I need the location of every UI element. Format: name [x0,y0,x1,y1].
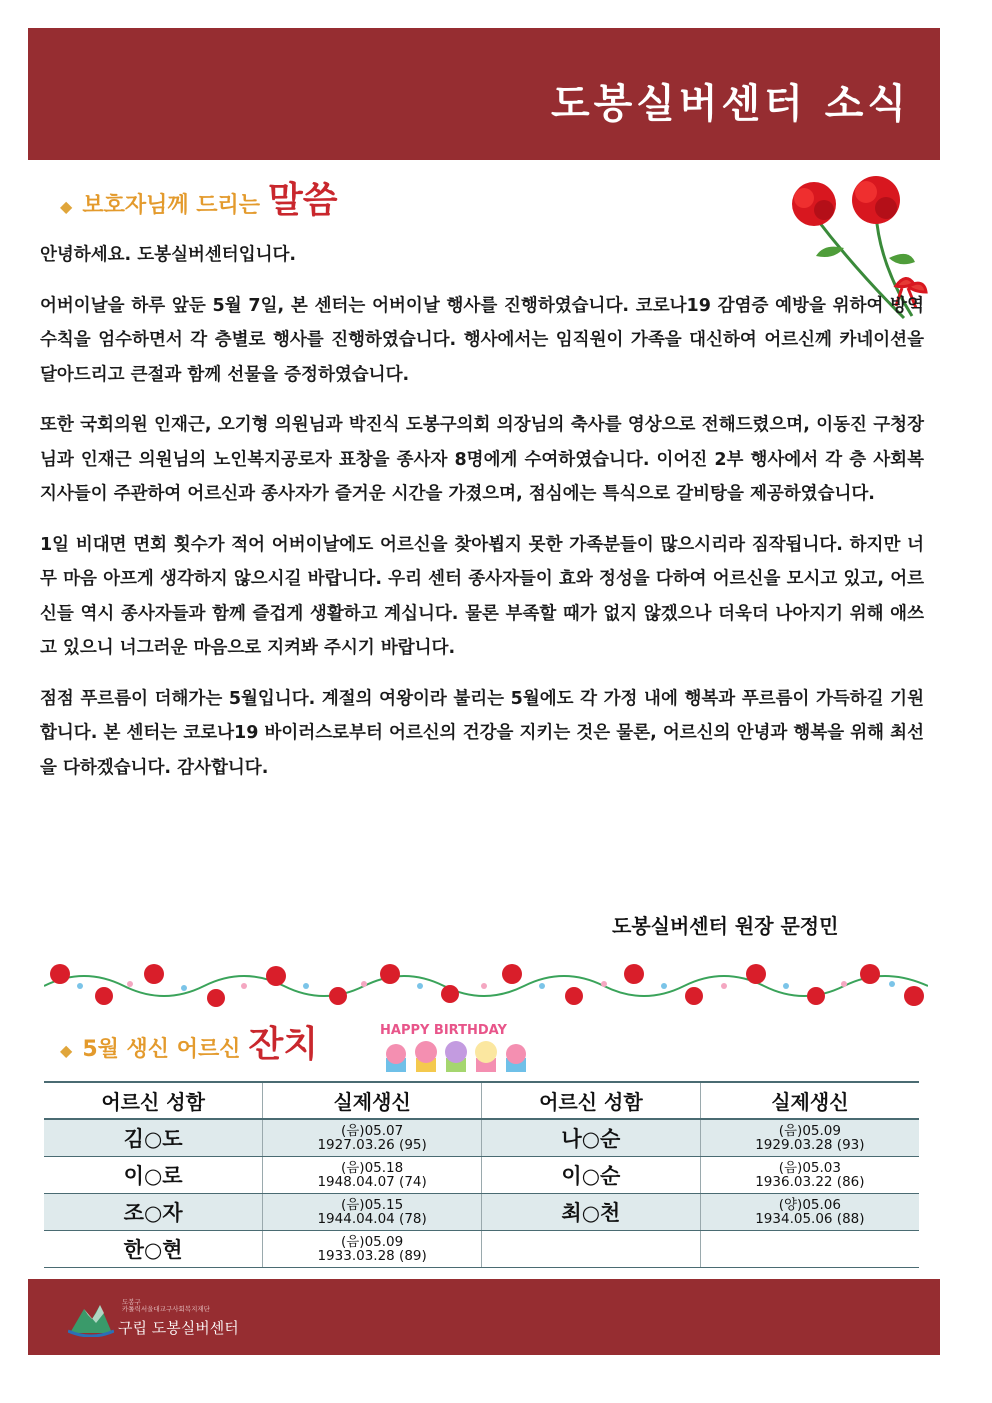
center-name: 구립 도봉실버센터 [118,1319,239,1337]
table-row [44,1119,919,1157]
name-cell [44,1119,263,1157]
column-header: 어르신 성함 [44,1082,263,1119]
birth-date: 1936.03.22 (86) [755,1174,865,1190]
lunar-date: (음)05.09 [778,1123,841,1139]
letter-body [40,238,924,801]
table-header-row [44,1082,919,1119]
lunar-date: (양)05.06 [778,1197,841,1213]
letter-paragraph: 어버이날을 하루 앞둔 5월 7일, 본 센터는 어버이날 행사를 진행하였습니다. 코로나19 감염증 예방을 위하여 방역수칙을 엄수하면서 각 층별로 행사를 진행하였습니다. 행사에서는 임직원이 가족을 대신하여 어르신께 카네이션을 달아드리고 큰절과 함께 선물을 증정하였습니다. [40,295,924,385]
letter-paragraph: 또한 국회의원 인재근, 오기형 의원님과 박진식 도봉구의회 의장님의 축사를 영상으로 전해드렸으며, 이동진 구청장님과 인재근 의원님의 노인복지공로자 표창을 종사자 8명에게 수여하였습니다. 이어진 2부 행사에서 각 층 사회복지사들이 주관하여 어르신과 종사자가 즐거운 시간을 가졌으며, 점심에는 특식으로 갈비탕을 제공하였습니다. [40,415,924,504]
name-cell [482,1231,701,1268]
table-row [44,1231,919,1268]
resident-name: 나○순 [561,1127,621,1151]
birth-date: 1927.03.26 (95) [317,1137,427,1153]
section-heading-small: 보호자님께 드리는 [82,193,260,218]
birthday-table [44,1081,919,1268]
birthday-cell [263,1119,482,1157]
letter-paragraph: 안녕하세요. 도봉실버센터입니다. [40,245,297,265]
resident-name: 이○로 [123,1164,183,1188]
section-heading-message [60,172,338,223]
birth-date: 1934.05.06 (88) [755,1211,865,1227]
column-header: 실제생신 [700,1082,919,1119]
page-title: 도봉실버센터 소식 [550,81,910,127]
resident-name: 김○도 [123,1127,183,1151]
bullet-icon: ◆ [60,197,73,216]
birthday-cell [263,1157,482,1194]
birth-date: 1929.03.28 (93) [755,1137,865,1153]
birthday-cell [700,1194,919,1231]
signature: 도봉실버센터 원장 문정민 [612,914,839,938]
bullet-icon: ◆ [60,1041,73,1060]
birth-date: 1933.03.28 (89) [317,1248,427,1264]
name-cell [482,1194,701,1231]
section-heading-big: 잔치 [248,1024,319,1065]
name-cell [44,1157,263,1194]
lunar-date: (음)05.15 [341,1197,404,1213]
section-heading-small: 5월 생신 어르신 [82,1037,241,1062]
column-header: 어르신 성함 [482,1082,701,1119]
birthday-cell [263,1194,482,1231]
resident-name: 한○현 [123,1238,183,1262]
birthday-cell [263,1231,482,1268]
table-row [44,1157,919,1194]
birth-date: 1944.04.04 (78) [317,1211,427,1227]
name-cell [482,1119,701,1157]
lunar-date: (음)05.09 [341,1234,404,1250]
birthday-cell [700,1231,919,1268]
flower-border [44,962,928,1010]
foundation-line: 카톨릭서울대교구사회복지재단 [122,1305,210,1313]
foundation-label [122,1299,210,1313]
lunar-date: (음)05.07 [341,1123,404,1139]
section-heading-birthday [60,1016,318,1067]
lunar-date: (음)05.03 [778,1160,841,1176]
resident-name: 최○천 [561,1201,621,1225]
center-logo-icon [68,1295,114,1337]
birthday-cell [700,1119,919,1157]
birth-date: 1948.04.07 (74) [317,1174,427,1190]
lunar-date: (음)05.18 [341,1160,404,1176]
foundation-line: 도봉구 [122,1298,141,1306]
birthday-cell [700,1157,919,1194]
name-cell [482,1157,701,1194]
resident-name: 조○자 [123,1201,183,1225]
name-cell [44,1231,263,1268]
header-banner [28,28,940,160]
resident-name: 이○순 [561,1164,621,1188]
footer-banner [28,1279,940,1355]
name-cell [44,1194,263,1231]
column-header: 실제생신 [263,1082,482,1119]
letter-paragraph: 점점 푸르름이 더해가는 5월입니다. 계절의 여왕이라 불리는 5월에도 각 가정 내에 행복과 푸르름이 가득하길 기원합니다. 본 센터는 코로나19 바이러스로부터 어르신의 건강을 지키는 것은 물론, 어르신의 안녕과 행복을 위해 최선을 다하겠습니다. 감사합니다. [40,688,924,778]
table-row [44,1194,919,1231]
birthday-cupcakes-icon [376,1018,536,1076]
happy-birthday-text: HAPPY BIRTHDAY [380,1023,507,1038]
section-heading-big: 말씀 [268,180,338,221]
letter-paragraph: 1일 비대면 면회 횟수가 적어 어버이날에도 어르신을 찾아뵙지 못한 가족분들이 많으시리라 짐작됩니다. 하지만 너무 마음 아프게 생각하지 않으시길 바랍니다. 우리 센터 종사자들이 효와 정성을 다하여 어르신을 모시고 있고, 어르신들 역시 종사자들과 함께 즐겁게 생활하고 계십니다. 물론 부족할 때가 없지 않겠으나 더욱더 나아지기 위해 애쓰고 있으니 너그러운 마음으로 지켜봐 주시기 바랍니다. [40,534,924,658]
